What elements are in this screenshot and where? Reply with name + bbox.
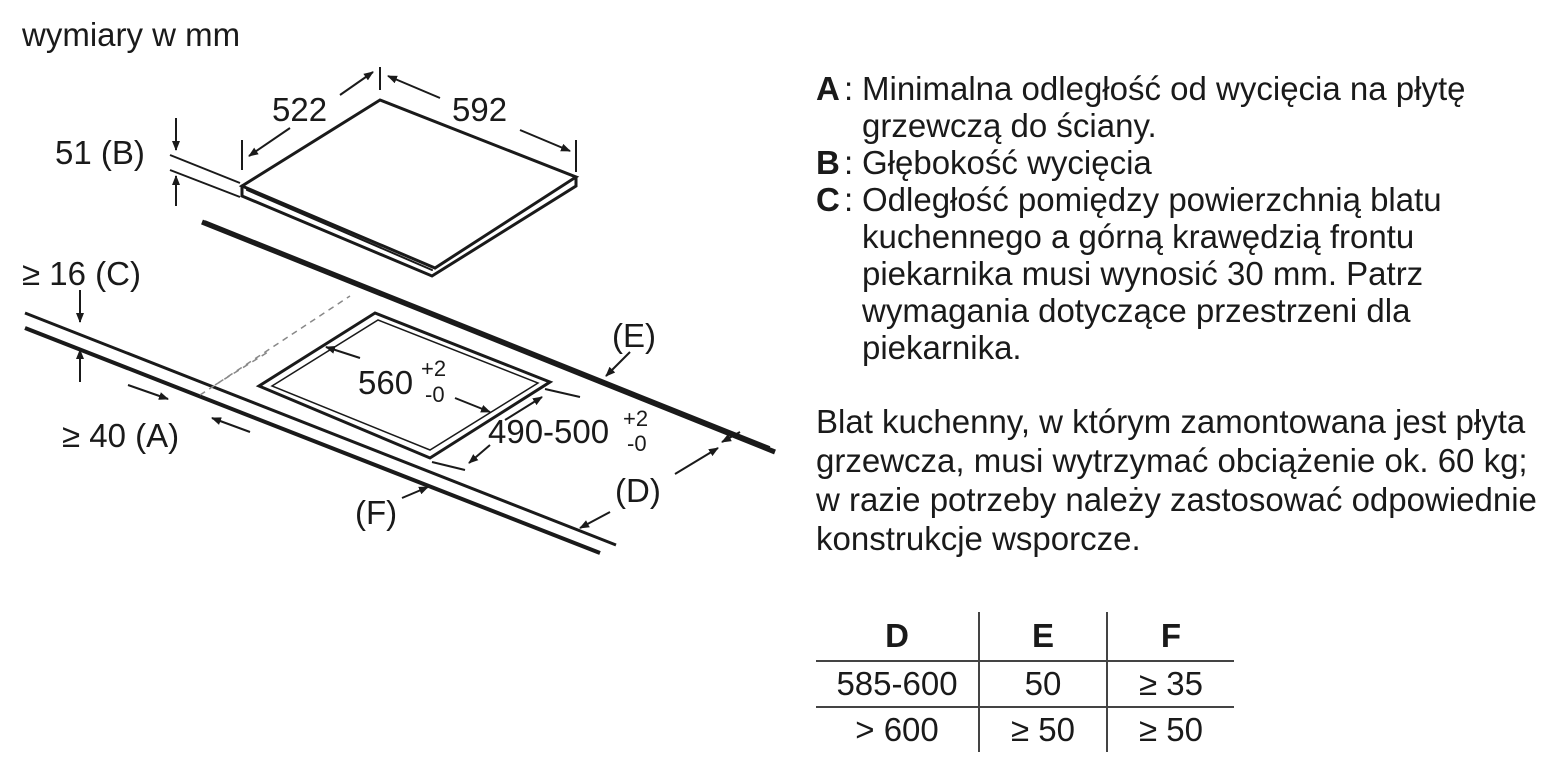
legend-colon: :	[844, 70, 854, 107]
legend-key: C	[816, 181, 840, 218]
table-header-d: D	[816, 612, 979, 661]
hob-width-label: 522	[272, 91, 328, 128]
clearance-table	[816, 612, 1234, 752]
table-header-e: E	[979, 612, 1107, 661]
cutout-depth-tol-plus: +2	[623, 406, 649, 431]
cutout-depth-label: 490-500	[488, 413, 610, 450]
legend-text: Głębokość wycięcia	[862, 144, 1152, 181]
legend-key: B	[816, 144, 840, 181]
table-cell: 50	[979, 661, 1107, 707]
cutout-width-label: 560	[358, 364, 414, 401]
table-cell: 585-600	[816, 661, 979, 707]
cut-depth-label: 51 (B)	[55, 134, 145, 171]
legend-colon: :	[844, 181, 854, 218]
table-cell: > 600	[855, 711, 939, 748]
cutout-depth-tol-minus: -0	[627, 431, 647, 456]
hob-depth-label: 592	[452, 91, 508, 128]
load-note: Blat kuchenny, w którym zamontowana jest płyta grzewcza, musi wytrzymać obciążenie ok. 60 kg; w razie potrzeby należy zastosować odpowiednie konstrukcje wsporcze.	[816, 403, 1537, 557]
cutout-width-tol-minus: -0	[425, 382, 445, 407]
legend-key: A	[816, 70, 840, 107]
table-cell: ≥ 50	[979, 707, 1107, 752]
legend-item-b	[816, 144, 1546, 181]
table-row	[816, 661, 1234, 707]
legend-text: Minimalna odległość od wycięcia na płytę grzewczą do ściany.	[862, 70, 1466, 144]
legend	[816, 70, 1546, 366]
page-title: wymiary w mm	[22, 16, 241, 53]
dimension-cut-depth	[170, 118, 240, 206]
label-e: (E)	[612, 317, 656, 354]
table-header-row	[816, 612, 1234, 661]
label-d: (D)	[615, 472, 661, 509]
dimension-f	[402, 487, 428, 498]
table-cell: ≥ 50	[1107, 707, 1234, 752]
counter-offset-label: ≥ 16 (C)	[22, 255, 141, 292]
cutout-width-tol-plus: +2	[421, 356, 447, 381]
projection-dashed-lines	[200, 296, 350, 395]
table-cell: ≥ 35	[1107, 661, 1234, 707]
table-header-f: F	[1107, 612, 1234, 661]
label-f: (F)	[355, 494, 398, 531]
legend-colon: :	[844, 144, 854, 181]
legend-item-a	[816, 70, 1546, 144]
table-row	[816, 707, 1234, 752]
legend-item-c	[816, 181, 1546, 366]
legend-text: Odległość pomiędzy powierzchnią blatu kuchennego a górną krawędzią frontu piekarnika musi wynosić 30 mm. Patrz wymagania dotyczące przestrzeni dla piekarnika.	[862, 181, 1442, 366]
wall-distance-label: ≥ 40 (A)	[62, 417, 180, 454]
